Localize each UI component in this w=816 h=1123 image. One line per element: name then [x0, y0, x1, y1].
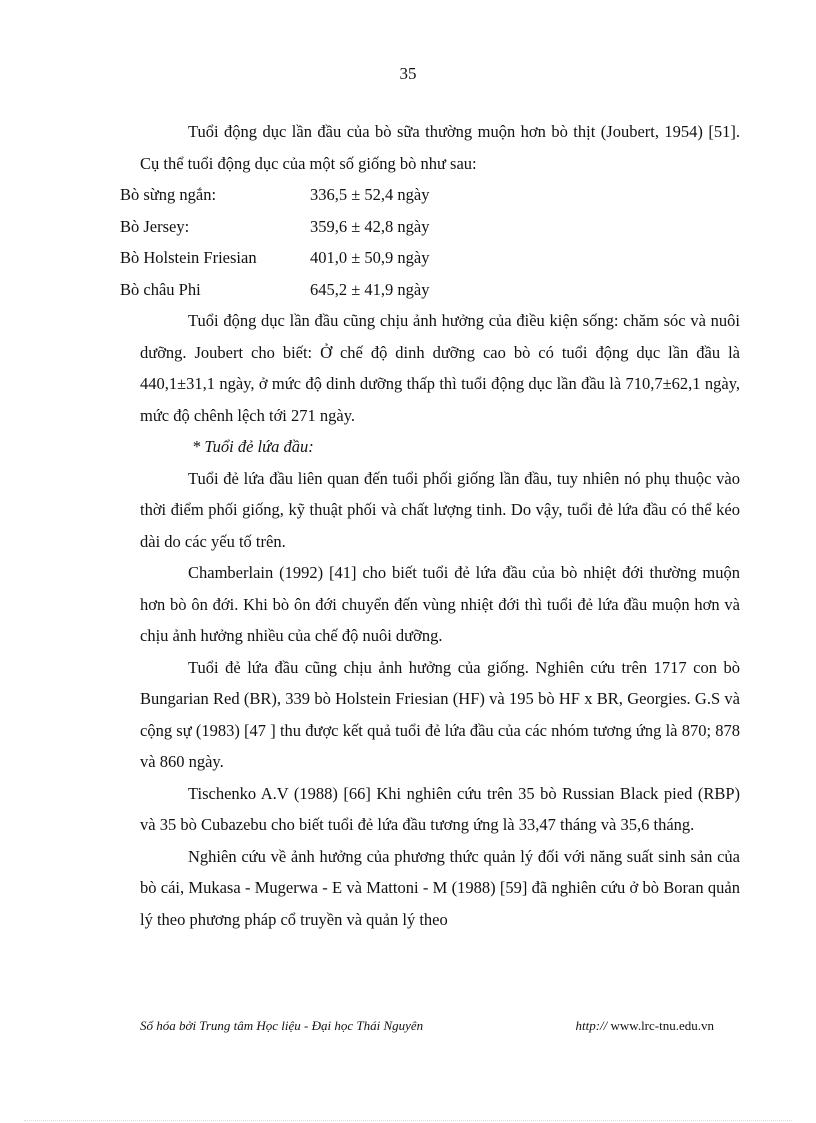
breed-name: Bò Holstein Friesian [120, 248, 257, 267]
section-heading: * Tuổi đẻ lứa đầu: [192, 437, 314, 456]
document-body [120, 116, 740, 935]
breed-value: 336,5 ± 52,4 ngày [310, 185, 430, 204]
page-footer [140, 1018, 714, 1034]
breed-name: Bò Jersey: [120, 216, 190, 236]
footer-link-prefix: http:// [575, 1018, 608, 1033]
breed-value: 359,6 ± 42,8 ngày [310, 216, 430, 236]
paragraph-6: Tischenko A.V (1988) [66] Khi nghiên cứu trên 35 bò Russian Black pied (RBP) và 35 bò Cubazebu cho biết tuổi đẻ lứa đầu tương ứng là 33,47 tháng và 35,6 tháng. [140, 783, 740, 834]
paragraph-2: Tuổi động dục lần đầu cũng chịu ảnh hưởng của điều kiện sống: chăm sóc và nuôi dưỡng. Joubert cho biết: Ở chế độ dinh dưỡng cao bò có tuổi động dục lần đầu là 440,1±31,1 ngày, ở mức độ dinh dưỡng thấp thì tuổi động dục lần đầu là 710,7±62,1 ngày, mức độ chênh lệch tới 271 ngày. [140, 311, 740, 425]
breed-table [120, 179, 500, 305]
page-edge-divider [24, 1120, 792, 1121]
breed-value: 645,2 ± 41,9 ngày [310, 279, 430, 299]
paragraph-3: Tuổi đẻ lứa đầu liên quan đến tuổi phối giống lần đầu, tuy nhiên nó phụ thuộc vào thời điểm phối giống, kỹ thuật phối và chất lượng tinh. Do vậy, tuổi đẻ lứa đầu có thể kéo dài do các yếu tố trên. [140, 468, 740, 551]
breed-name: Bò châu Phi [120, 279, 201, 299]
paragraph-1: Tuổi động dục lần đầu của bò sữa thường muộn hơn bò thịt (Joubert, 1954) [51]. Cụ thể tuổi động dục của một số giống bò như sau: [140, 122, 740, 173]
table-row [120, 179, 500, 211]
breed-name: Bò sừng ngắn: [120, 185, 217, 204]
page-number: 35 [399, 64, 417, 83]
paragraph-4: Chamberlain (1992) [41] cho biết tuổi đẻ lứa đầu của bò nhiệt đới thường muộn hơn bò ôn đới. Khi bò ôn đới chuyển đến vùng nhiệt đới thì tuổi đẻ lứa đầu muộn hơn và chịu ảnh hưởng nhiều của chế độ nuôi dưỡng. [140, 563, 740, 645]
footer-link[interactable] [575, 1018, 714, 1034]
breed-value: 401,0 ± 50,9 ngày [310, 248, 430, 267]
footer-source: Số hóa bởi Trung tâm Học liệu - Đại học Thái Nguyên [140, 1018, 424, 1033]
table-row [120, 211, 500, 243]
table-row [120, 242, 500, 274]
paragraph-7: Nghiên cứu về ảnh hưởng của phương thức quản lý đối với năng suất sinh sản của bò cái, Mukasa - Mugerwa - E và Mattoni - M (1988) [59] đã nghiên cứu ở bò Boran quản lý theo phương pháp cổ truyền và quản lý theo [140, 846, 740, 929]
table-row [120, 274, 500, 306]
footer-link-url: www.lrc-tnu.edu.vn [610, 1018, 714, 1033]
paragraph-5: Tuổi đẻ lứa đầu cũng chịu ảnh hưởng của giống. Nghiên cứu trên 1717 con bò Bungarian Red (BR), 339 bò Holstein Friesian (HF) và 195 bò HF x BR, Georgies. G.S và cộng sự (1983) [47 ] thu được kết quả tuổi đẻ lứa đầu của các nhóm tương ứng là 870; 878 và 860 ngày. [140, 657, 740, 771]
